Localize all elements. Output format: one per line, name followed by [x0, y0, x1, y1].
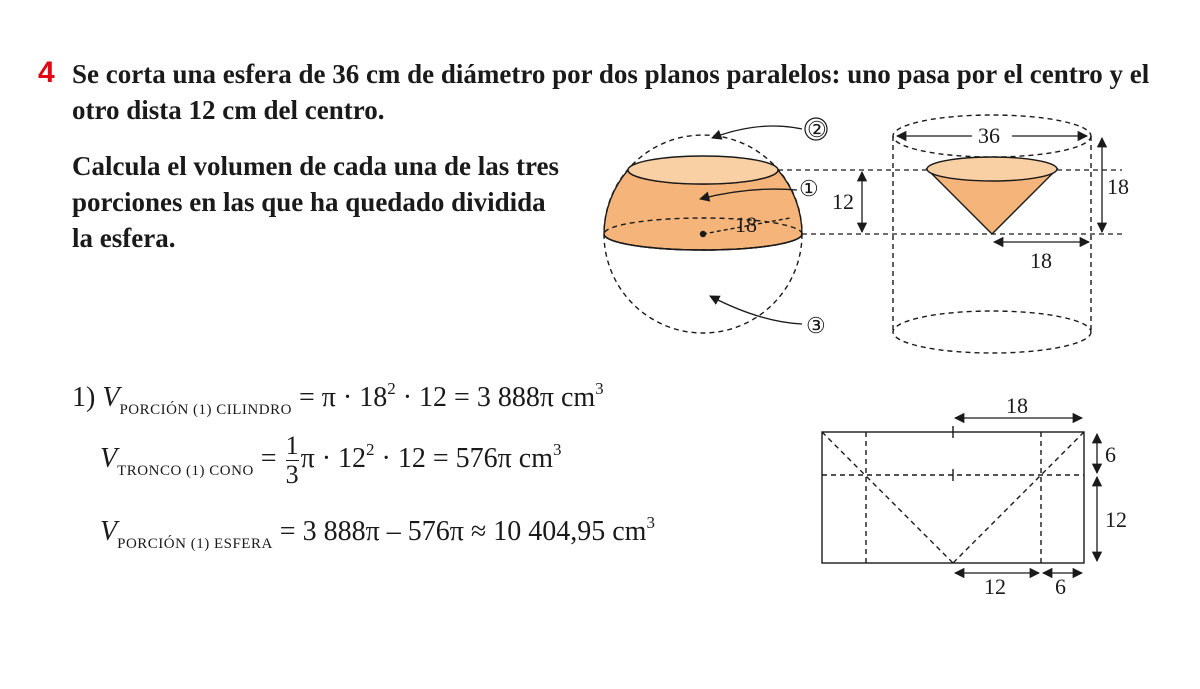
solution-2-expr-b: · 12 = 576π cm	[374, 442, 554, 474]
top-plane-section	[628, 156, 778, 184]
callout-2	[712, 117, 827, 142]
dim-height-12-label: 12	[832, 189, 854, 214]
solution-3-var: V	[100, 516, 118, 547]
dim-bottom-6-label: 6	[1055, 574, 1066, 599]
solution-line-3	[100, 513, 655, 552]
svg-text:③: ③	[806, 313, 826, 338]
dim-height-18-label: 18	[1107, 174, 1129, 199]
solution-3-sup: 3	[646, 513, 655, 532]
dim-diameter-36-label: 36	[978, 123, 1000, 148]
solution-2-expr-a: π · 12	[300, 442, 367, 474]
problem-number: 4	[38, 56, 55, 89]
svg-text:①: ①	[799, 176, 819, 201]
dim-bottom-12-label: 12	[984, 574, 1006, 599]
solution-2-sup-a: 2	[366, 439, 375, 459]
fraction-one-third	[286, 432, 299, 489]
fraction-numerator: 1	[285, 431, 299, 460]
solution-1-expr-b: · 12 = 3 888π cm	[395, 382, 596, 413]
section-figure	[822, 426, 1084, 563]
cylinder-bottom	[893, 311, 1091, 353]
problem-statement: Se corta una esfera de 36 cm de diámetro por dos planos paralelos: uno pasa por el centro y el otro dista 12 cm del centro.	[72, 59, 1150, 125]
solution-line-1	[72, 379, 604, 418]
solution-1-sup-b: 3	[595, 379, 604, 398]
solution-1-expr-a: = π · 18	[291, 382, 388, 413]
solution-3-sub: PORCIÓN (1) ESFERA	[117, 536, 273, 552]
svg-text:②: ②	[807, 117, 827, 142]
solution-2-sub: TRONCO (1) CONO	[117, 462, 254, 479]
solution-3-expr: = 3 888π – 576π ≈ 10 404,95 cm	[272, 516, 647, 547]
solution-1-sub: PORCIÓN (1) CILINDRO	[119, 402, 292, 418]
solution-line-2	[100, 432, 562, 489]
solution-2-var: V	[100, 442, 118, 474]
solution-2-sup-b: 3	[553, 439, 562, 459]
radius-label: 18	[735, 212, 757, 237]
cone-top-face	[927, 157, 1057, 181]
solution-1-var: V	[102, 382, 120, 413]
section-rectangle	[822, 432, 1084, 563]
solution-1-prefix: 1)	[72, 382, 103, 413]
fraction-denominator: 3	[285, 460, 299, 489]
problem-question: Calcula el volumen de cada una de las tres porciones en las que ha quedado dividida la esfera.	[72, 151, 560, 253]
callout-3	[710, 296, 826, 338]
solution-1-sup-a: 2	[387, 379, 396, 398]
dim-radius-18-label: 18	[1030, 248, 1052, 273]
dim-right-6-label: 6	[1105, 442, 1116, 467]
sphere-figure	[604, 135, 802, 333]
solution-2-eq: =	[253, 442, 284, 474]
dim-right-12-label: 12	[1105, 507, 1127, 532]
dim-top-18-label: 18	[1006, 393, 1028, 418]
